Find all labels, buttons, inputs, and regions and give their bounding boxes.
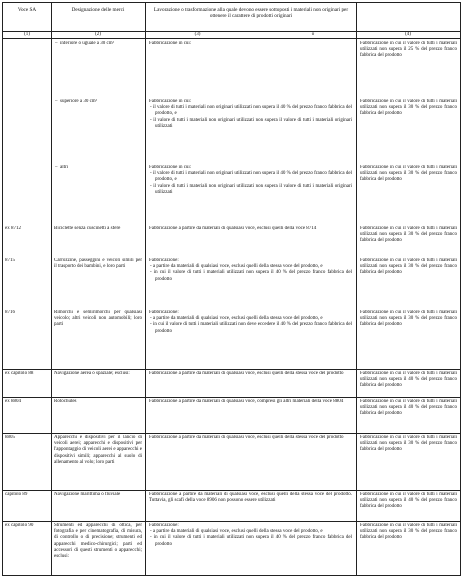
row-code: ex 8804	[5, 399, 21, 404]
condition-item: - a partire da materiali di qualsiasi voce, esclusi quelli della stessa voce del prodotto, e	[149, 316, 352, 322]
row-rule-main: Fabbricazione in cui:	[149, 165, 192, 170]
condition-item: - in cui il valore di tutti i materiali utilizzati non supera il 40 % del prezzo franco fabbrica del prodotto	[149, 535, 352, 547]
row-description: Rotochutes	[54, 399, 77, 404]
header-num-3: (3)	[194, 32, 201, 37]
row-rule-text	[149, 41, 352, 47]
row-alternative-rule: Fabbricazione in cui il valore di tutti i materiali utilizzati non supera il 40 % del prezzo franco fabbrica del prodotto	[360, 371, 457, 389]
row-rule	[3, 369, 460, 370]
row-description: Navigazione marittima o fluviale	[54, 492, 121, 497]
header-num-4: (4)	[405, 32, 411, 37]
condition-item: - il valore di tutti i materiali non originari utilizzati non supera il valore di tutti i materiali originari utilizzati	[149, 184, 352, 196]
row-code: 8715	[5, 258, 15, 263]
row-description: Apparecchi e dispositivi per il lancio di veicoli aerei; apparecchi e dispositivi per l'appontaggio di veicoli aerei e apparecchi e dispositivi simili; apparecchi al suolo di allenamento al volo; loro parti	[54, 435, 142, 465]
header-num-2: (2)	[95, 32, 101, 37]
row-code: ex 8712	[5, 226, 21, 231]
condition-item: - in cui il valore di tutti i materiali utilizzati non supera il 40 % del prezzo franco fabbrica del prodotto	[149, 270, 352, 282]
row-rule-text	[149, 310, 352, 335]
condition-item: - il valore di tutti i materiali non originari utilizzati non supera il valore di tutti i materiali originari utilizzati	[149, 118, 352, 130]
row-description: Navigazione aerea o spaziale; esclusi:	[54, 371, 130, 376]
row-description: – altri	[55, 165, 141, 171]
row-alternative-rule: Fabbricazione in cui il valore di tutti i materiali utilizzati non supera il 30 % del prezzo franco fabbrica del prodotto	[360, 165, 457, 183]
row-rule-main: Fabbricazione:	[149, 258, 179, 263]
row-code: capitolo 89	[5, 492, 28, 497]
row-rule-text	[149, 258, 352, 283]
row-description: – inferiore o uguale a 30 cm²	[55, 41, 141, 47]
row-rule-main: Fabbricazione a partire da materiali di qualsiasi voce, compresi gli altri materiali della voce 8804	[149, 399, 344, 404]
row-alternative-rule: Fabbricazione in cui il valore di tutti i materiali utilizzati non supera il 30 % del prezzo franco fabbrica del prodotto	[360, 226, 457, 244]
row-rule-conditions	[149, 316, 352, 335]
row-rule-main: Fabbricazione a partire da materiali di qualsiasi voce, esclusi quelli della stessa voce del prodotto. Tuttavia, gli scafi della voce 8906 non possono essere utilizzati	[149, 492, 352, 504]
header-or: o	[311, 32, 315, 37]
row-rule-text	[149, 435, 352, 441]
row-rule-conditions	[149, 264, 352, 283]
header-designazione-col: Designazione delle merci	[71, 7, 125, 13]
row-rule-conditions	[149, 529, 352, 548]
row-alternative-rule: Fabbricazione in cui il valore di tutti i materiali utilizzati non supera il 30 % del prezzo franco fabbrica del prodotto	[360, 523, 457, 541]
row-rule	[3, 397, 460, 398]
header-lavorazione: Lavorazione o trasformazione alla quale devono essere sottoposti i materiali non originari per ottenere il carattere di prodotti originari	[153, 7, 349, 20]
row-description: Strumenti ed apparecchi di ottica, per fotografia e per cinematografia, di misura, di controllo o di precisione; strumenti ed apparecchi medico-chirurgici; parti ed accessori di questi strumenti o apparecchi; esclusi:	[54, 523, 142, 560]
row-rule-main: Fabbricazione:	[149, 523, 179, 528]
condition-item: - a partire da materiali di qualsiasi voce, esclusi quelli della stessa voce del prodotto, e	[149, 529, 352, 535]
condition-item: - a partire da materiali di qualsiasi voce, esclusi quelli della stessa voce del prodotto, e	[149, 264, 352, 270]
row-alternative-rule: Fabbricazione in cui il valore di tutti i materiali utilizzati non supera il 30 % del prezzo franco fabbrica del prodotto	[360, 435, 457, 453]
row-rule-text	[149, 371, 352, 377]
row-rule-main: Fabbricazione a partire da materiali di qualsiasi voce, esclusi quelli della stessa voce del prodotto	[149, 435, 344, 440]
row-code: ex capitolo 90	[5, 523, 34, 528]
row-alternative-rule: Fabbricazione in cui il valore di tutti i materiali utilizzati non supera il 30 % del prezzo franco fabbrica del prodotto	[360, 310, 457, 328]
row-description: Biciclette senza cuscinetti a sfere	[54, 226, 121, 231]
row-rule-main: Fabbricazione in cui:	[149, 99, 192, 104]
row-alternative-rule: Fabbricazione in cui il valore di tutti i materiali utilizzati non supera il 30 % del prezzo franco fabbrica del prodotto	[360, 258, 457, 276]
row-rule-main: Fabbricazione a partire da materiali di qualsiasi voce, esclusi quelli della stessa voce del prodotto	[149, 371, 344, 376]
row-rule	[3, 433, 460, 434]
row-alternative-rule: Fabbricazione in cui il valore di tutti i materiali utilizzati non supera il 30 % del prezzo franco fabbrica del prodotto	[360, 99, 457, 117]
document-table	[2, 2, 461, 576]
row-alternative-rule: Fabbricazione in cui il valore di tutti i materiali utilizzati non supera il 40 % del prezzo franco fabbrica del prodotto	[360, 399, 457, 417]
row-code: 8716	[5, 310, 15, 315]
row-code: ex capitolo 88	[5, 371, 34, 376]
row-rule-conditions	[149, 105, 352, 130]
row-description: Carrozzine, passeggini e veicoli simili per il trasporto dei bambini, e loro parti	[54, 258, 142, 270]
row-rule-text	[149, 523, 352, 548]
row-alternative-rule: Fabbricazione in cui il valore di tutti i materiali utilizzati non supera il 25 % del prezzo franco fabbrica del prodotto	[360, 41, 457, 59]
row-rule	[3, 490, 460, 491]
row-description: Rimorchi e semirimorchi per qualsiasi veicolo; altri veicoli non automobili; loro parti	[54, 310, 142, 328]
row-rule	[3, 521, 460, 522]
row-rule-conditions	[149, 171, 352, 196]
header-voce: Voce SA	[17, 7, 37, 13]
row-rule-text	[149, 492, 352, 504]
row-rule-main: Fabbricazione in cui:	[149, 41, 192, 46]
header-num-1: (1)	[24, 32, 30, 37]
row-description: – superiore a 30 cm²	[55, 99, 141, 105]
condition-item: - in cui il valore di tutti i materiali utilizzati non deve eccedere il 40 % del prezzo franco fabbrica del prodotto	[149, 322, 352, 334]
row-alternative-rule: Fabbricazione in cui il valore di tutti i materiali utilizzati non supera il 40 % del prezzo franco fabbrica del prodotto	[360, 492, 457, 510]
row-rule-text	[149, 399, 352, 405]
row-rule-text	[149, 226, 352, 232]
condition-item: - il valore di tutti i materiali non originari utilizzati non supera il 40 % del prezzo franco fabbrica del prodotto, e	[149, 171, 352, 183]
condition-item: - il valore di tutti i materiali non originari utilizzati non supera il 40 % del prezzo franco fabbrica del prodotto, e	[149, 105, 352, 117]
row-rule-main: Fabbricazione a partire da materiali di qualsiasi voce, esclusi quelli della voce 8714	[149, 226, 317, 231]
row-rule-main: Fabbricazione:	[149, 310, 179, 315]
row-rule-text	[149, 165, 352, 196]
row-rule-text	[149, 99, 352, 130]
row-code: 8805	[5, 435, 15, 440]
